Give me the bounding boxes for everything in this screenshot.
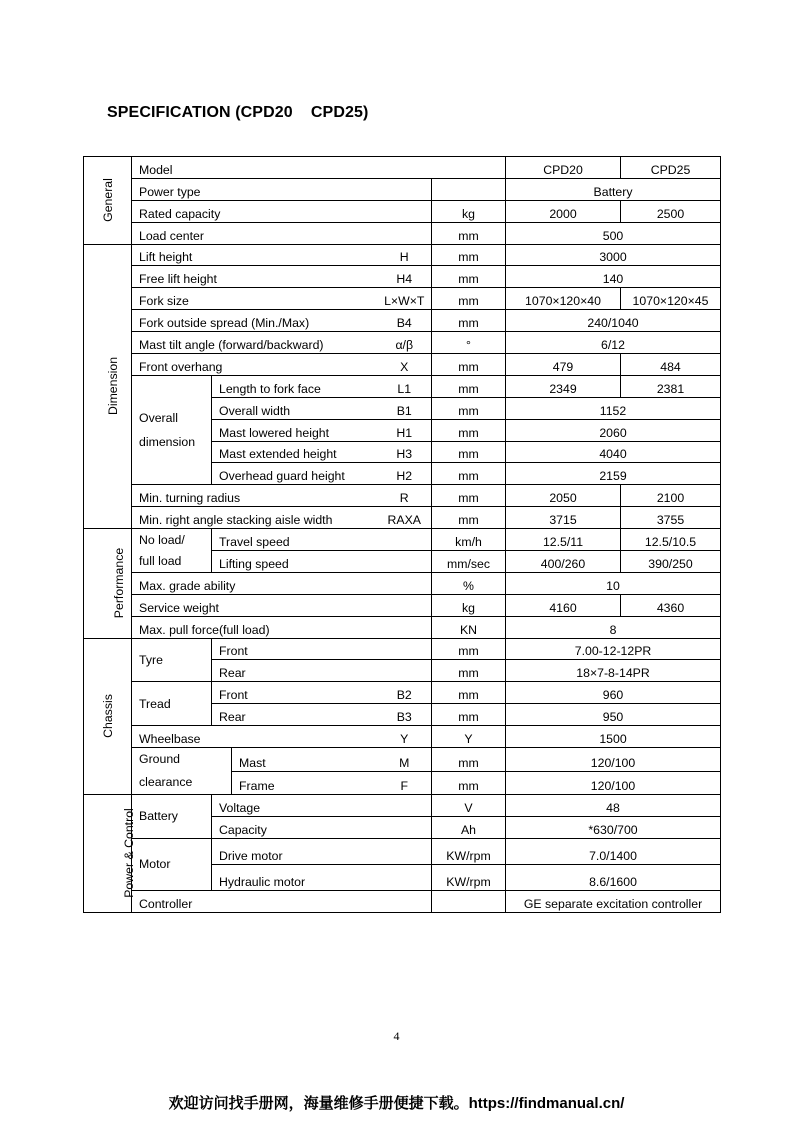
page-number: 4 [393, 1029, 400, 1043]
cell-unit: mm [432, 244, 506, 266]
cell-symbol: B1 [378, 397, 432, 419]
row-label: Mast lowered height [212, 419, 378, 441]
cell-unit: Ah [432, 816, 506, 838]
cell-unit: KW/rpm [432, 864, 506, 890]
cell-value: 479 [506, 354, 621, 376]
cell-value: 4360 [621, 594, 721, 616]
cell-symbol: M [378, 748, 432, 772]
cell-unit [432, 178, 506, 200]
row-label: Free lift height [132, 266, 378, 288]
cell-value: 7.00-12-12PR [506, 638, 721, 660]
cell-unit: mm/sec [432, 551, 506, 573]
cell-unit: mm [432, 660, 506, 682]
cell-symbol: R [378, 485, 432, 507]
cell-symbol: α/β [378, 332, 432, 354]
cell-value: 2060 [506, 419, 721, 441]
table-row [84, 266, 721, 288]
row-label: Mast [232, 748, 378, 772]
table-row [84, 375, 721, 397]
cell-value: 48 [506, 795, 721, 817]
cell-value: 240/1040 [506, 310, 721, 332]
cell-symbol: H2 [378, 463, 432, 485]
cell-unit: mm [432, 507, 506, 529]
cell-unit: mm [432, 266, 506, 288]
cell-unit: ° [432, 332, 506, 354]
cell-symbol [378, 660, 432, 682]
row-label: Voltage [212, 795, 432, 817]
cell-unit: mm [432, 397, 506, 419]
row-label: Capacity [212, 816, 432, 838]
cell-unit: kg [432, 200, 506, 222]
cell-value: 120/100 [506, 771, 721, 795]
cell-value: 2050 [506, 485, 621, 507]
ground-clearance-label: Ground clearance [132, 748, 232, 795]
cell-value: CPD25 [621, 157, 721, 179]
battery-label: Battery [132, 795, 212, 839]
specification-table [83, 156, 721, 913]
cell-symbol: RAXA [378, 507, 432, 529]
table-row [84, 222, 721, 244]
table-row [84, 572, 721, 594]
cell-value: 960 [506, 682, 721, 704]
cell-value: Battery [506, 178, 721, 200]
table-row [84, 200, 721, 222]
cell-value: 4160 [506, 594, 621, 616]
cell-unit: % [432, 572, 506, 594]
cell-value: CPD20 [506, 157, 621, 179]
cell-symbol: Y [378, 726, 432, 748]
cell-symbol [378, 638, 432, 660]
category-general: General [84, 157, 132, 245]
cell-unit: mm [432, 354, 506, 376]
cell-unit: mm [432, 485, 506, 507]
row-label: Travel speed [212, 529, 432, 551]
row-label: Drive motor [212, 838, 432, 864]
cell-symbol: F [378, 771, 432, 795]
cell-value: 400/260 [506, 551, 621, 573]
row-label: Front [212, 638, 378, 660]
row-label: Length to fork face [212, 375, 378, 397]
no-load-label: No load/ full load [132, 529, 212, 573]
row-label: Overall width [212, 397, 378, 419]
cell-unit: mm [432, 463, 506, 485]
row-label: Fork outside spread (Min./Max) [132, 310, 378, 332]
cell-value: 4040 [506, 441, 721, 463]
cell-value: 12.5/11 [506, 529, 621, 551]
cell-unit: mm [432, 222, 506, 244]
cell-value: 140 [506, 266, 721, 288]
cell-symbol: B3 [378, 704, 432, 726]
table-row [84, 594, 721, 616]
table-row [84, 507, 721, 529]
table-row [84, 838, 721, 864]
cell-symbol: H3 [378, 441, 432, 463]
cell-value: 500 [506, 222, 721, 244]
row-label: Max. grade ability [132, 572, 432, 594]
footer-banner: 欢迎访问找手册网，海量维修手册便捷下载。https://findmanual.cn/ [168, 1095, 625, 1112]
category-power-control: Power & Control [84, 795, 132, 913]
row-label: Max. pull force(full load) [132, 616, 432, 638]
cell-value: 3755 [621, 507, 721, 529]
cell-symbol: L1 [378, 375, 432, 397]
cell-value: 390/250 [621, 551, 721, 573]
cell-value: 2000 [506, 200, 621, 222]
table-row [84, 616, 721, 638]
row-label: Rear [212, 660, 378, 682]
row-label: Wheelbase [132, 726, 378, 748]
table-row [84, 310, 721, 332]
overall-dimension-label: Overall dimension [132, 375, 212, 484]
cell-unit: mm [432, 419, 506, 441]
cell-value: 8.6/1600 [506, 864, 721, 890]
cell-value: 3715 [506, 507, 621, 529]
cell-value: 8 [506, 616, 721, 638]
cell-value: 3000 [506, 244, 721, 266]
row-label: Mast extended height [212, 441, 378, 463]
table-row [84, 354, 721, 376]
table-row [84, 682, 721, 704]
cell-value: GE separate excitation controller [506, 890, 721, 912]
cell-unit: mm [432, 682, 506, 704]
cell-unit [432, 890, 506, 912]
cell-unit: mm [432, 748, 506, 772]
cell-symbol: B2 [378, 682, 432, 704]
cell-symbol: B4 [378, 310, 432, 332]
table-row [84, 726, 721, 748]
row-label: Overhead guard height [212, 463, 378, 485]
table-row [84, 288, 721, 310]
cell-symbol: L×W×T [378, 288, 432, 310]
cell-symbol: H1 [378, 419, 432, 441]
cell-unit: km/h [432, 529, 506, 551]
cell-value: 12.5/10.5 [621, 529, 721, 551]
cell-unit: mm [432, 441, 506, 463]
row-label: Rear [212, 704, 378, 726]
cell-value: 484 [621, 354, 721, 376]
cell-symbol: X [378, 354, 432, 376]
cell-unit: mm [432, 310, 506, 332]
tyre-label: Tyre [132, 638, 212, 682]
cell-unit: mm [432, 704, 506, 726]
cell-unit: mm [432, 288, 506, 310]
table-row [84, 748, 721, 772]
row-label: Min. turning radius [132, 485, 378, 507]
cell-value: 7.0/1400 [506, 838, 721, 864]
table-row [84, 638, 721, 660]
cell-value: 120/100 [506, 748, 721, 772]
cell-unit: mm [432, 375, 506, 397]
cell-value: 1070×120×45 [621, 288, 721, 310]
cell-value: *630/700 [506, 816, 721, 838]
cell-unit: KN [432, 616, 506, 638]
cell-value: 1070×120×40 [506, 288, 621, 310]
row-label: Front [212, 682, 378, 704]
category-dimension: Dimension [84, 244, 132, 529]
cell-value: 950 [506, 704, 721, 726]
row-label: Service weight [132, 594, 432, 616]
cell-unit: mm [432, 638, 506, 660]
table-row [84, 529, 721, 551]
cell-value: 2381 [621, 375, 721, 397]
table-row [84, 890, 721, 912]
row-label: Model [132, 157, 506, 179]
category-chassis: Chassis [84, 638, 132, 794]
row-label: Mast tilt angle (forward/backward) [132, 332, 378, 354]
row-label: Hydraulic motor [212, 864, 432, 890]
cell-value: 18×7-8-14PR [506, 660, 721, 682]
cell-unit: kg [432, 594, 506, 616]
cell-symbol: H4 [378, 266, 432, 288]
row-label: Rated capacity [132, 200, 432, 222]
row-label: Frame [232, 771, 378, 795]
table-row [84, 485, 721, 507]
table-row [84, 157, 721, 179]
row-label: Power type [132, 178, 432, 200]
cell-unit: Y [432, 726, 506, 748]
tread-label: Tread [132, 682, 212, 726]
cell-unit: mm [432, 771, 506, 795]
row-label: Controller [132, 890, 432, 912]
cell-symbol: H [378, 244, 432, 266]
row-label: Lifting speed [212, 551, 432, 573]
cell-unit: V [432, 795, 506, 817]
cell-value: 2100 [621, 485, 721, 507]
cell-value: 2159 [506, 463, 721, 485]
row-label: Min. right angle stacking aisle width [132, 507, 378, 529]
cell-value: 2500 [621, 200, 721, 222]
page-title: SPECIFICATION (CPD20 CPD25) [107, 104, 369, 121]
motor-label: Motor [132, 838, 212, 890]
cell-value: 1152 [506, 397, 721, 419]
category-performance: Performance [84, 529, 132, 638]
cell-value: 10 [506, 572, 721, 594]
row-label: Lift height [132, 244, 378, 266]
table-row [84, 178, 721, 200]
cell-value: 6/12 [506, 332, 721, 354]
table-row [84, 244, 721, 266]
row-label: Front overhang [132, 354, 378, 376]
table-row [84, 332, 721, 354]
cell-unit: KW/rpm [432, 838, 506, 864]
table-row [84, 795, 721, 817]
cell-value: 1500 [506, 726, 721, 748]
row-label: Fork size [132, 288, 378, 310]
cell-value: 2349 [506, 375, 621, 397]
row-label: Load center [132, 222, 432, 244]
